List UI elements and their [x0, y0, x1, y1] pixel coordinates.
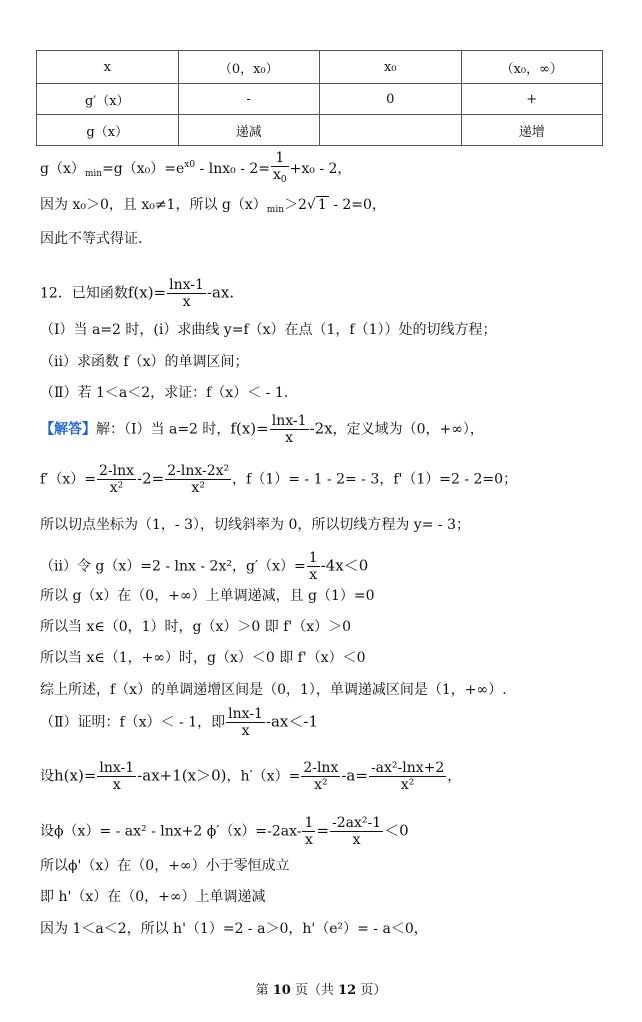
denominator: x² [400, 777, 415, 793]
table-cell: - [178, 84, 320, 115]
denominator [271, 167, 289, 188]
math: -2= [137, 469, 165, 488]
numerator: 1 [304, 815, 314, 831]
page-footer [0, 979, 642, 998]
denominator: x² [191, 480, 205, 496]
numerator: 1 [271, 150, 289, 167]
numerator: -2ax²-1 [331, 815, 382, 831]
fraction [97, 760, 136, 793]
question-3: （Ⅱ）若 1＜a＜2，求证：f（x）＜ - 1. [40, 385, 289, 401]
fraction [165, 463, 231, 496]
math: -ax+1(x＞0) [137, 766, 227, 785]
denominator: x [241, 723, 250, 739]
math: -ax. [206, 283, 235, 302]
text: ，f（1）= - 1 - 2= - 3，f'（1）=2 - 2=0； [232, 471, 518, 488]
subscript: 0 [280, 175, 287, 185]
conclusion-line: 因此不等式得证. [40, 231, 143, 247]
math: ＜0 [384, 821, 409, 840]
math: = [316, 821, 329, 840]
text: 解：（Ⅰ）当 a=2 时， [96, 421, 231, 438]
table-cell: 递减 [178, 115, 320, 146]
math: -4x＜0 [320, 556, 369, 575]
text: - lnx₀ - 2= [195, 161, 271, 177]
math: f(x)= [230, 419, 269, 438]
denominator: x [112, 777, 121, 793]
table-row [37, 84, 603, 115]
math: h(x)= [54, 766, 97, 785]
solution-line-6: 所以当 x∈（0，1）时，g（x）＞0 即 f'（x）＞0 [40, 619, 352, 635]
fraction [167, 277, 206, 310]
min-value-line [40, 150, 351, 188]
numerator: lnx-1 [271, 413, 307, 429]
text: 因为 x₀＞0，且 x₀≠1，所以 g（x） [40, 197, 267, 213]
solution-line-10 [40, 760, 461, 793]
table-cell: 递增 [461, 115, 603, 146]
solution-line-1 [40, 413, 484, 446]
fraction [271, 150, 289, 188]
solution-line-11 [40, 815, 409, 848]
text: f′（x）= [40, 471, 96, 488]
numerator: 2-lnx [99, 463, 135, 479]
numerator: lnx-1 [99, 760, 135, 776]
question-2: （ii）求函数 f（x）的单调区间； [40, 354, 249, 370]
table-cell: 0 [320, 84, 462, 115]
text: 页） [356, 983, 387, 998]
text: - 2=0， [328, 197, 386, 213]
math: -a= [341, 766, 368, 785]
numerator: 1 [308, 550, 318, 566]
text: x [273, 167, 281, 183]
solution-line-9 [40, 706, 318, 739]
fraction [369, 760, 446, 793]
solution-line-5: 所以 g（x）在（0，+∞）上单调递减，且 g（1）=0 [40, 588, 375, 604]
sign-table [36, 50, 603, 146]
table-row [37, 115, 603, 146]
fraction [307, 550, 320, 583]
denominator: x [304, 832, 313, 848]
reason-line: 因为 x₀＞0，且 x₀≠1，所以 $g(x)_{min}>2√$ 1 - 2=0， [40, 197, 386, 215]
table-row [37, 51, 603, 84]
table-cell: x [37, 51, 179, 84]
math: -2x [309, 419, 333, 438]
table-cell [320, 115, 462, 146]
denominator: x [352, 832, 361, 848]
text: g（x） [40, 161, 85, 177]
text: （Ⅱ）证明：f（x）＜ - 1，即 [40, 714, 226, 731]
text: 12．已知函数 [40, 285, 128, 302]
numerator: lnx-1 [169, 277, 204, 293]
solution-line-14: 因为 1＜a＜2，所以 h'（1）=2 - a＞0，h'（e²）= - a＜0， [40, 921, 428, 937]
numerator: 2-lnx-2x² [167, 463, 230, 479]
table-cell: x₀ [320, 51, 462, 84]
text: （ii）令 g（x）=2 - lnx - 2x²，g′（x）= [40, 558, 306, 575]
fraction [302, 815, 315, 848]
table-cell: + [461, 84, 603, 115]
fraction [226, 706, 265, 739]
solution-line-3: 所以切点坐标为（1，- 3），切线斜率为 0，所以切线方程为 y= - 3； [40, 517, 470, 533]
fraction [330, 815, 383, 848]
subscript: min [84, 169, 103, 179]
superscript: x0 [184, 160, 196, 170]
numerator: 2-lnx [303, 760, 339, 776]
total-pages: 12 [338, 983, 357, 998]
text: ， [447, 768, 462, 785]
answer-tag: 【解答】 [40, 421, 96, 438]
text: ＞2 [284, 197, 307, 213]
denominator: x² [109, 480, 124, 496]
solution-line-13: 即 h'（x）在（0，+∞）上单调递减 [40, 889, 266, 905]
denominator: x [309, 567, 318, 583]
numerator: lnx-1 [228, 706, 263, 722]
page-number: 10 [272, 983, 291, 998]
fraction [270, 413, 309, 446]
text: +x₀ - 2， [289, 161, 352, 177]
table-cell: g（x） [37, 115, 179, 146]
subscript: min [266, 205, 284, 215]
text: =g（x₀）=e [102, 161, 185, 177]
fraction [97, 463, 136, 496]
text: ，定义域为（0，+∞）， [332, 421, 484, 438]
table-cell: （0，x₀） [178, 51, 320, 84]
problem-12-statement [40, 277, 234, 310]
solution-line-2 [40, 463, 517, 496]
table-cell: g′（x） [37, 84, 179, 115]
text: ，h′（x）= [226, 768, 301, 785]
solution-line-8: 综上所述，f（x）的单调递增区间是（0，1），单调递减区间是（1，+∞）. [40, 682, 507, 698]
solution-line-4 [40, 550, 368, 583]
denominator: x [285, 430, 294, 446]
numerator: -ax²-lnx+2 [370, 760, 445, 776]
question-1: （Ⅰ）当 a=2 时，(i）求曲线 y=f（x）在点（1，f（1））处的切线方程； [40, 322, 497, 338]
radicand: 1 [317, 197, 327, 213]
fraction [301, 760, 340, 793]
table-cell: （x₀，∞） [461, 51, 603, 84]
text: 第 [255, 983, 273, 998]
solution-line-12: 所以ϕ'（x）在（0，+∞）小于零恒成立 [40, 858, 290, 874]
text: 设 [40, 768, 54, 785]
math: f(x)= [127, 283, 167, 302]
text: 设ϕ（x）= - ax² - lnx+2 ϕ′（x）=-2ax- [40, 823, 302, 840]
denominator: x [182, 294, 191, 310]
text: 页（共 [290, 983, 339, 998]
solution-line-7: 所以当 x∈（1，+∞）时，g（x）＜0 即 f'（x）＜0 [40, 650, 366, 666]
math: -ax＜-1 [265, 712, 319, 731]
denominator: x² [314, 777, 328, 793]
